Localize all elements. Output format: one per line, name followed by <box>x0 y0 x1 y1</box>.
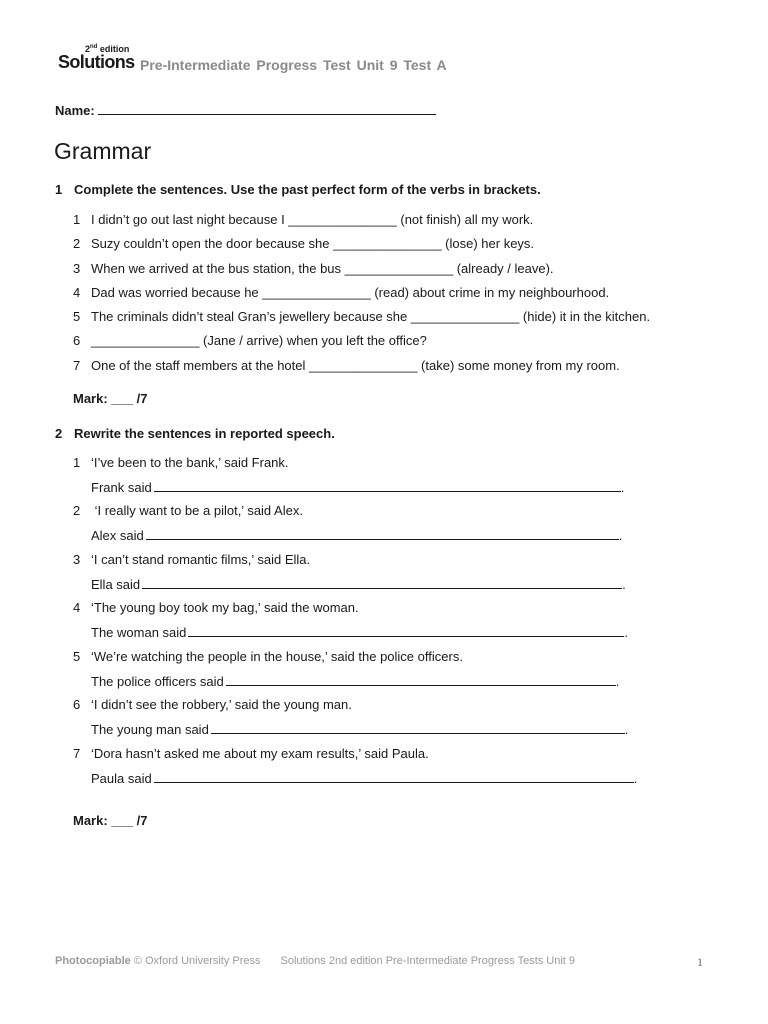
exercise-1-item[interactable] <box>73 212 533 227</box>
item-text: I didn’t go out last night because I _______________ (not finish) all my work. <box>91 212 534 227</box>
edition-label: 2nd edition <box>85 44 130 54</box>
item-text: Suzy couldn’t open the door because she _______________ (lose) her keys. <box>91 236 535 251</box>
item-number: 7 <box>73 746 81 761</box>
answer-blank-line[interactable] <box>142 576 622 589</box>
answer-end: . <box>624 625 629 640</box>
item-number: 1 <box>73 455 81 470</box>
quote-text: ‘I didn’t see the robbery,’ said the young man. <box>91 697 352 712</box>
exercise-2-quote <box>73 697 352 712</box>
photocopiable-label: Photocopiable <box>55 955 131 967</box>
answer-blank-line[interactable] <box>211 721 625 734</box>
item-number: 3 <box>73 552 81 567</box>
quote-text: ‘I’ve been to the bank,’ said Frank. <box>91 455 289 470</box>
answer-prefix: The police officers said <box>91 674 224 689</box>
item-text: When we arrived at the bus station, the bus _______________ (already / leave). <box>91 261 554 276</box>
exercise-number: 1 <box>55 182 63 197</box>
name-label: Name: <box>55 103 95 118</box>
copyright-text: © Oxford University Press <box>130 955 261 967</box>
answer-blank-line[interactable] <box>154 479 621 492</box>
item-number: 7 <box>73 358 81 373</box>
answer-end: . <box>618 528 623 543</box>
name-field-row <box>55 102 436 118</box>
quote-text: ‘I really want to be a pilot,’ said Alex. <box>91 503 303 518</box>
footer <box>55 955 575 967</box>
item-number: 5 <box>73 309 81 324</box>
quote-text: ‘Dora hasn’t asked me about my exam results,’ said Paula. <box>91 746 429 761</box>
item-number: 6 <box>73 697 81 712</box>
answer-blank-line[interactable] <box>226 673 616 686</box>
exercise-1-item[interactable] <box>73 285 609 300</box>
item-number: 1 <box>73 212 81 227</box>
exercise-2-answer[interactable] <box>91 479 624 495</box>
product-title: Solutions 2nd edition Pre-Intermediate Progress Tests Unit 9 <box>280 955 576 967</box>
exercise-2-answer[interactable] <box>91 673 619 689</box>
exercise-2-quote <box>73 552 310 567</box>
answer-blank-line[interactable] <box>154 770 634 783</box>
item-text: _______________ (Jane / arrive) when you left the office? <box>91 333 427 348</box>
exercise-1-item[interactable] <box>73 261 554 276</box>
exercise-1-item[interactable] <box>73 358 620 373</box>
section-title: Grammar <box>54 138 152 164</box>
exercise-1-heading <box>55 182 541 197</box>
exercise-2-quote <box>73 503 303 518</box>
answer-end: . <box>620 480 625 495</box>
exercise-2-quote <box>73 649 463 664</box>
item-number: 2 <box>73 503 81 518</box>
exercise-2-mark: Mark: ___ /7 <box>73 813 148 828</box>
item-text: The criminals didn’t steal Gran’s jewellery because she _______________ (hide) it in the kitchen. <box>91 309 651 324</box>
exercise-1-item[interactable] <box>73 333 427 348</box>
answer-end: . <box>633 771 638 786</box>
item-text: One of the staff members at the hotel _______________ (take) some money from my room. <box>91 358 620 373</box>
exercise-2-quote <box>73 746 429 761</box>
item-number: 6 <box>73 333 81 348</box>
answer-blank-line[interactable] <box>188 624 624 637</box>
quote-text: ‘I can’t stand romantic films,’ said Ella. <box>91 552 311 567</box>
answer-end: . <box>615 674 620 689</box>
item-number: 4 <box>73 600 81 615</box>
answer-end: . <box>624 722 629 737</box>
answer-prefix: Paula said <box>91 771 152 786</box>
item-number: 5 <box>73 649 81 664</box>
exercise-2-answer[interactable] <box>91 624 628 640</box>
answer-blank-line[interactable] <box>146 527 619 540</box>
item-number: 3 <box>73 261 81 276</box>
answer-prefix: Alex said <box>91 528 144 543</box>
brand-logo: Solutions <box>58 52 135 72</box>
exercise-2-answer[interactable] <box>91 721 628 737</box>
exercise-2-answer[interactable] <box>91 576 626 592</box>
item-text: Dad was worried because he _______________ (read) about crime in my neighbourhood. <box>91 285 610 300</box>
test-title: Pre-Intermediate Progress Test Unit 9 Test A <box>140 57 447 73</box>
exercise-1-item[interactable] <box>73 309 650 324</box>
exercise-2-quote <box>73 455 289 470</box>
quote-text: ‘We’re watching the people in the house,’ said the police officers. <box>91 649 463 664</box>
name-blank-line[interactable] <box>98 102 436 115</box>
answer-prefix: The woman said <box>91 625 187 640</box>
item-number: 2 <box>73 236 81 251</box>
exercise-2-heading <box>55 426 335 441</box>
exercise-instruction: Rewrite the sentences in reported speech. <box>74 426 335 441</box>
exercise-1-mark: Mark: ___ /7 <box>73 391 148 406</box>
exercise-2-answer[interactable] <box>91 527 622 543</box>
page-number: 1 <box>697 955 703 969</box>
exercise-2-quote <box>73 600 359 615</box>
answer-end: . <box>622 577 626 592</box>
exercise-number: 2 <box>55 426 63 441</box>
answer-prefix: Ella said <box>91 577 141 592</box>
answer-prefix: The young man said <box>91 722 209 737</box>
item-number: 4 <box>73 285 81 300</box>
exercise-1-item[interactable] <box>73 236 534 251</box>
quote-text: ‘The young boy took my bag,’ said the woman. <box>91 600 359 615</box>
exercise-instruction: Complete the sentences. Use the past perfect form of the verbs in brackets. <box>74 182 541 197</box>
answer-prefix: Frank said <box>91 480 152 495</box>
exercise-2-answer[interactable] <box>91 770 637 786</box>
